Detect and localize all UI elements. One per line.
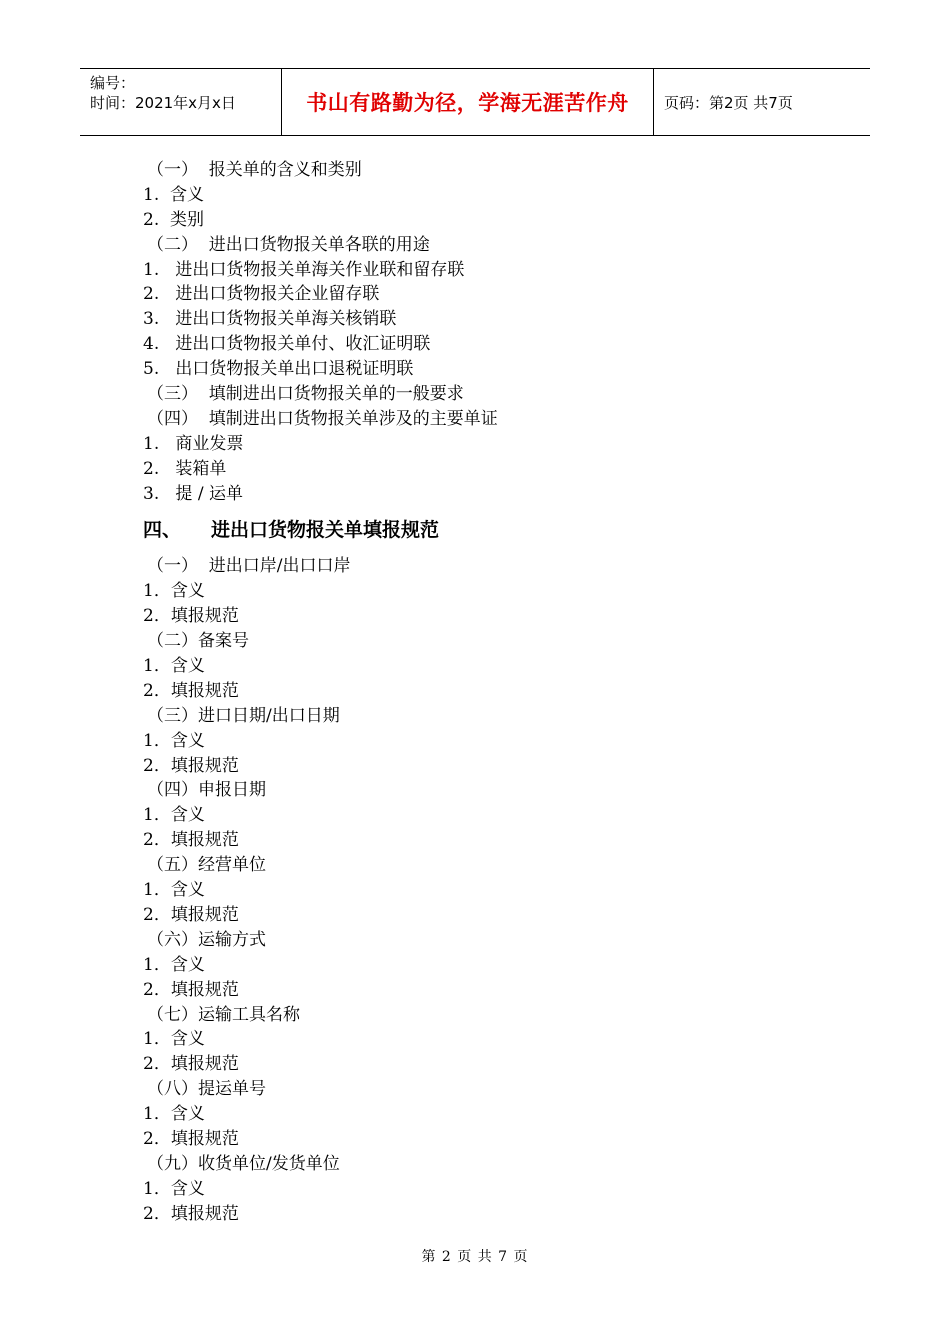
page-footer: 第 2 页 共 7 页 [421, 1249, 529, 1265]
subsection-heading: （六）运输方式 [147, 929, 266, 950]
list-item: 2. 进出口货物报关企业留存联 [143, 284, 380, 305]
list-item: 3. 提 / 运单 [143, 483, 243, 504]
list-item: 2．填报规范 [143, 904, 239, 925]
section-title: 进出口货物报关单填报规范 [211, 519, 440, 542]
subsection-heading: （一） 报关单的含义和类别 [147, 160, 362, 180]
header-page-label: 页码：第2页 共7页 [664, 93, 793, 112]
list-item: 2．填报规范 [143, 755, 239, 776]
list-item: 1．含义 [143, 805, 205, 826]
document-body [143, 158, 843, 1227]
list-item: 2．填报规范 [143, 606, 239, 627]
header-motto: 书山有路勤为径，学海无涯苦作舟 [306, 91, 629, 115]
document-number-label: 编号： [90, 74, 136, 92]
list-item: 2．填报规范 [143, 1128, 239, 1149]
list-item: 2．填报规范 [143, 1203, 239, 1224]
list-item: 1．含义 [143, 1029, 205, 1050]
section-number: 四、 [143, 519, 182, 542]
list-item: 2．填报规范 [143, 979, 239, 1000]
subsection-heading: （一） 进出口岸/出口口岸 [147, 556, 351, 577]
subsection-heading: （八）提运单号 [147, 1079, 266, 1100]
subsection-heading: （二）备案号 [147, 631, 249, 652]
list-item: 1．含义 [143, 880, 205, 901]
list-item: 1．含义 [143, 1104, 205, 1125]
list-item: 4. 进出口货物报关单付、收汇证明联 [143, 334, 431, 355]
subsection-heading: （四）申报日期 [147, 780, 266, 801]
subsection-heading: （二） 进出口货物报关单各联的用途 [147, 234, 430, 255]
subsection-heading: （四） 填制进出口货物报关单涉及的主要单证 [147, 408, 498, 429]
list-item: 1．含义 [143, 954, 205, 975]
list-item: 1．含义 [143, 1178, 205, 1199]
list-item: 1．含义 [143, 656, 205, 677]
list-item: 1. 商业发票 [143, 433, 244, 454]
subsection-heading: （三） 填制进出口货物报关单的一般要求 [147, 384, 464, 405]
list-item: 2．填报规范 [143, 1054, 239, 1075]
list-item: 1. 含义 [143, 184, 205, 205]
list-item: 2．填报规范 [143, 830, 239, 851]
list-item: 5. 出口货物报关单出口退税证明联 [143, 359, 414, 380]
list-item: 1．含义 [143, 730, 205, 751]
subsection-heading: （九）收货单位/发货单位 [147, 1153, 340, 1174]
list-item: 2. 类别 [143, 209, 205, 230]
list-item: 1．含义 [143, 581, 205, 602]
list-item: 1. 进出口货物报关单海关作业联和留存联 [143, 259, 465, 280]
list-item: 2．填报规范 [143, 680, 239, 701]
page-header [80, 68, 870, 136]
subsection-heading: （七）运输工具名称 [147, 1004, 300, 1025]
subsection-heading: （五）经营单位 [147, 855, 266, 876]
document-time-label: 时间：2021年x月x日 [90, 94, 236, 112]
section-heading [143, 507, 843, 554]
list-item: 3. 进出口货物报关单海关核销联 [143, 309, 397, 330]
list-item: 2. 装箱单 [143, 458, 227, 479]
header-meta [80, 69, 281, 135]
subsection-heading: （三）进口日期/出口日期 [147, 705, 340, 726]
